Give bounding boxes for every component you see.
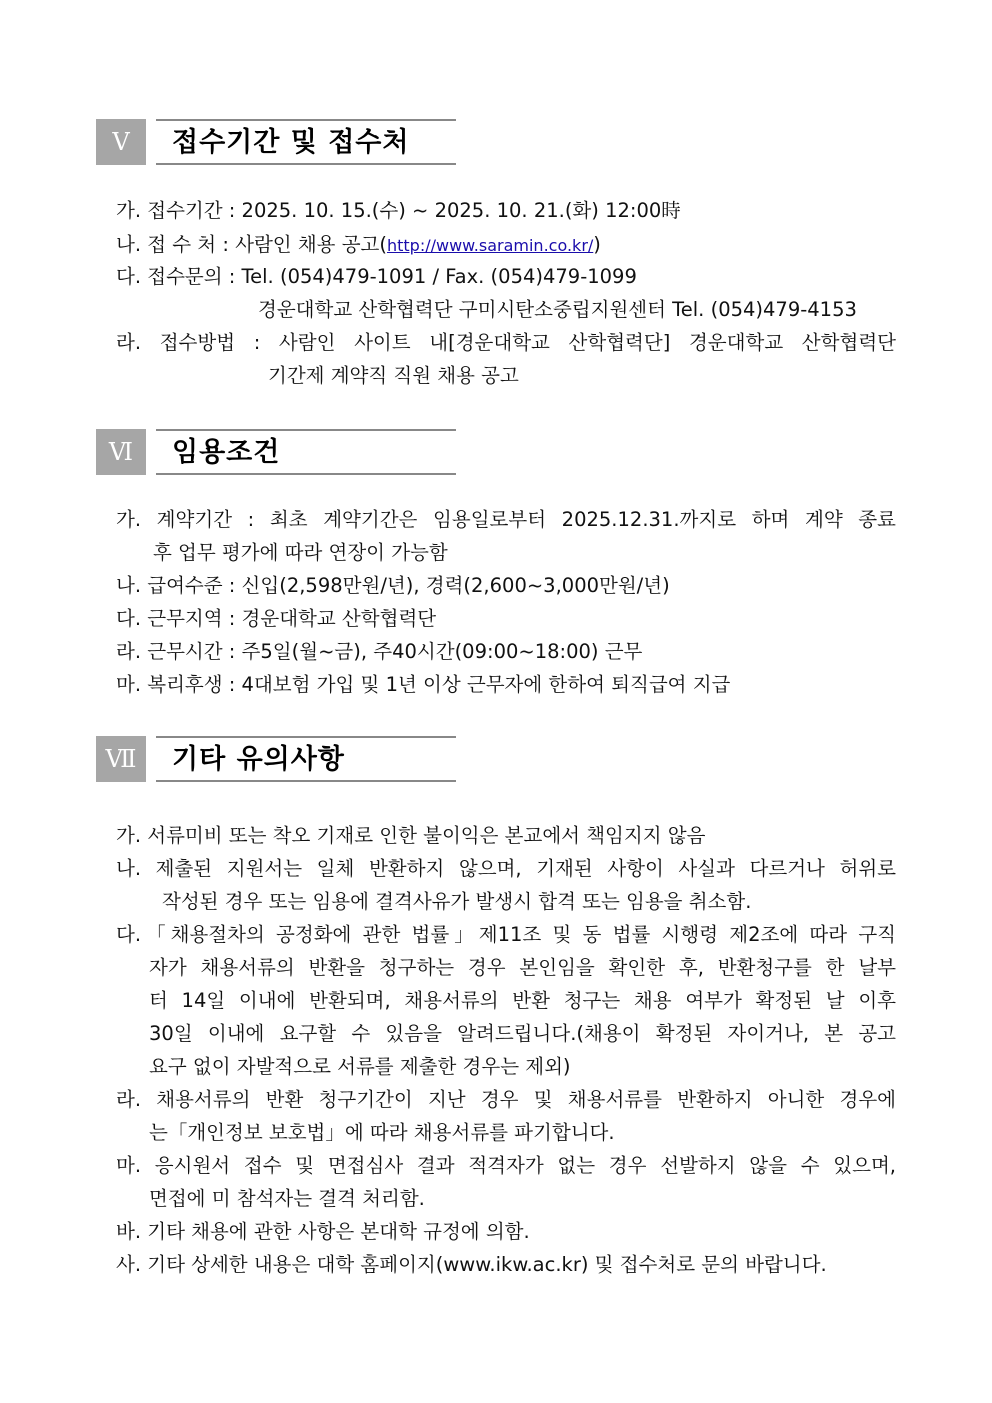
section-6-number: Ⅵ: [96, 429, 146, 475]
s6-line-3: 나. 급여수준 : 신입(2,598만원/년), 경력(2,600~3,000만원/년): [116, 574, 670, 597]
s5-line-3: 다. 접수문의 : Tel. (054)479-1091 / Fax. (054)479-1099: [116, 265, 637, 288]
s7-line-4: 다.「채용절차의 공정화에 관한 법률」제11조 및 동 법률 시행령 제2조에 따라 구직: [116, 923, 896, 946]
s7-line-11: 마. 응시원서 접수 및 면접심사 결과 적격자가 없는 경우 선발하지 않을 수 있으며,: [116, 1154, 896, 1177]
s7-line-5: 자가 채용서류의 반환을 청구하는 경우 본인임을 확인한 후, 반환청구를 한 날부: [149, 956, 896, 979]
section-5-title: 접수기간 및 접수처: [172, 127, 410, 158]
s6-line-2: 후 업무 평가에 따라 연장이 가능함: [153, 541, 448, 564]
section-6-title: 임용조건: [172, 437, 281, 468]
s5-line-5: 라. 접수방법 : 사람인 사이트 내[경운대학교 산학협력단] 경운대학교 산학협력단: [116, 331, 896, 354]
s5-line-6: 기간제 계약직 직원 채용 공고: [268, 364, 519, 387]
s6-line-5: 라. 근무시간 : 주5일(월~금), 주40시간(09:00~18:00) 근무: [116, 640, 643, 663]
s7-line-14: 사. 기타 상세한 내용은 대학 홈페이지(www.ikw.ac.kr) 및 접수처로 문의 바랍니다.: [116, 1253, 827, 1276]
section-6-header: [96, 429, 456, 477]
s7-line-13: 바. 기타 채용에 관한 사항은 본대학 규정에 의함.: [116, 1220, 530, 1243]
s6-line-6: 마. 복리후생 : 4대보험 가입 및 1년 이상 근무자에 한하여 퇴직급여 지급: [116, 673, 731, 696]
s7-line-2: 나. 제출된 지원서는 일체 반환하지 않으며, 기재된 사항이 사실과 다르거나 허위로: [116, 857, 896, 880]
section-5-number: Ⅴ: [96, 119, 146, 165]
s7-line-12: 면접에 미 참석자는 결격 처리함.: [149, 1187, 425, 1210]
s6-line-1: 가. 계약기간 : 최초 계약기간은 임용일로부터 2025.12.31.까지로 하며 계약 종료: [116, 508, 896, 531]
s7-line-6: 터 14일 이내에 반환되며, 채용서류의 반환 청구는 채용 여부가 확정된 날 이후: [149, 989, 896, 1012]
section-5-title-box: [156, 119, 456, 165]
s5-line-1: 가. 접수기간 : 2025. 10. 15.(수) ~ 2025. 10. 21.(화) 12:00時: [116, 199, 681, 222]
s7-line-9: 라. 채용서류의 반환 청구기간이 지난 경우 및 채용서류를 반환하지 아니한 경우에: [116, 1088, 896, 1111]
s7-line-1: 가. 서류미비 또는 착오 기재로 인한 불이익은 본교에서 책임지지 않음: [116, 824, 706, 847]
s6-line-4: 다. 근무지역 : 경운대학교 산학협력단: [116, 607, 437, 630]
s7-line-3: 작성된 경우 또는 임용에 결격사유가 발생시 합격 또는 임용을 취소함.: [162, 890, 752, 913]
s5-line-2-text: 나. 접 수 처 : 사람인 채용 공고(: [116, 233, 387, 256]
section-7-header: [96, 736, 456, 784]
section-7-title: 기타 유의사항: [172, 744, 345, 775]
section-6-title-box: [156, 429, 456, 475]
saramin-link[interactable]: http://www.saramin.co.kr/: [386, 236, 594, 255]
section-5-header: [96, 119, 456, 167]
s7-line-7: 30일 이내에 요구할 수 있음을 알려드립니다.(채용이 확정된 자이거나, 본 공고: [149, 1022, 896, 1045]
s5-line-4: 경운대학교 산학협력단 구미시탄소중립지원센터 Tel. (054)479-4153: [258, 298, 857, 321]
s5-line-2-close: ): [593, 233, 601, 256]
section-7-number: Ⅶ: [96, 736, 146, 782]
section-7-title-box: [156, 736, 456, 782]
s5-line-2: [116, 231, 601, 260]
s7-line-10: 는「개인정보 보호법」에 따라 채용서류를 파기합니다.: [149, 1121, 615, 1144]
s7-line-8: 요구 없이 자발적으로 서류를 제출한 경우는 제외): [149, 1055, 571, 1078]
